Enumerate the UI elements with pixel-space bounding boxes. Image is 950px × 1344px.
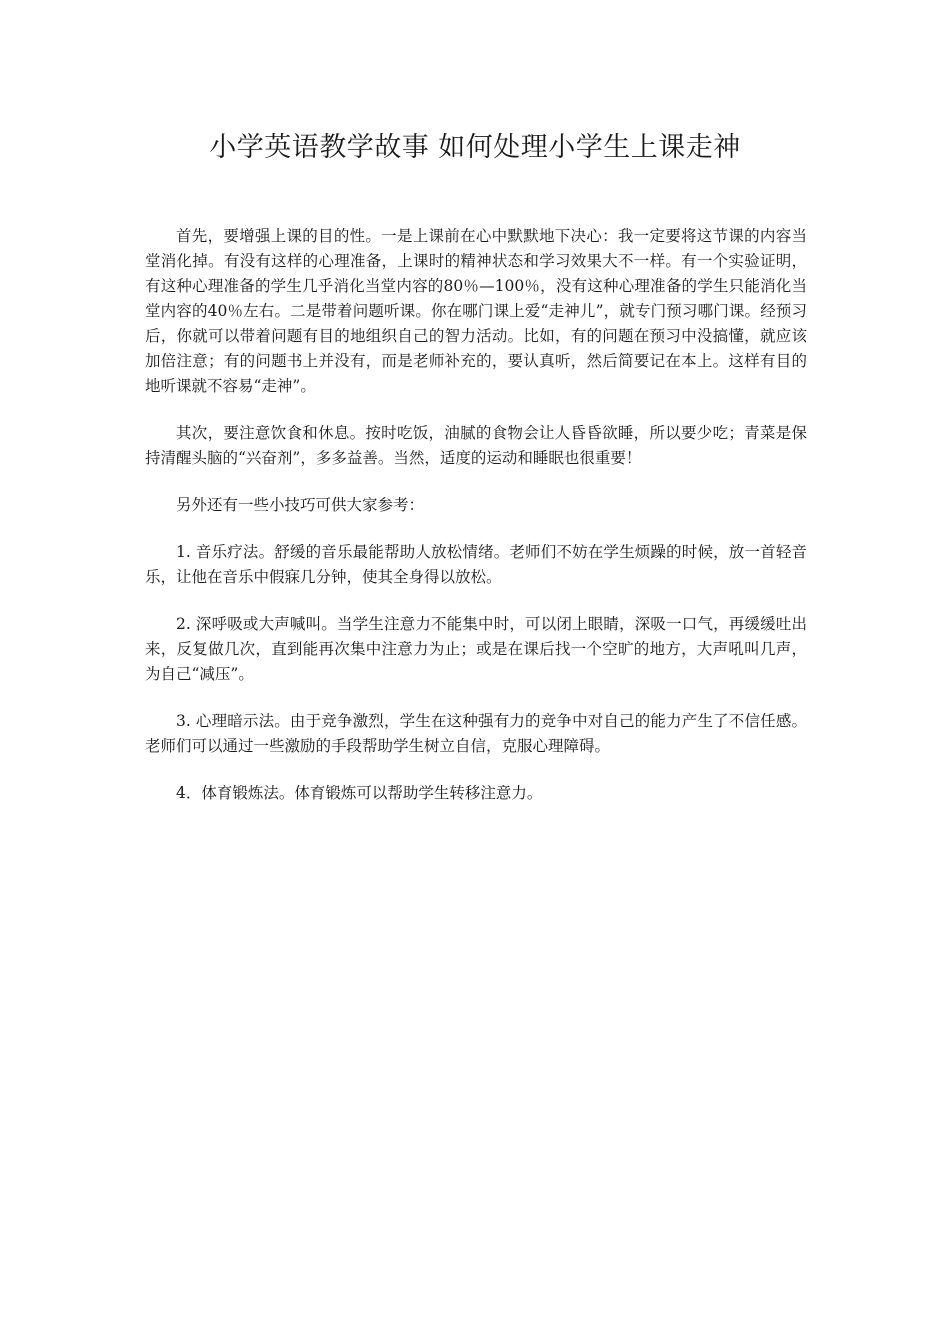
- paragraph-tip-suggestion: 3. 心理暗示法。由于竞争激烈，学生在这种强有力的竞争中对自己的能力产生了不信任感。老师们可以通过一些激励的手段帮助学生树立自信，克服心理障碍。: [145, 712, 807, 755]
- document-title: 小学英语教学故事 如何处理小学生上课走神: [209, 132, 741, 163]
- paragraph-focus-purpose: 首先，要增强上课的目的性。一是上课前在心中默默地下决心：我一定要将这节课的内容当堂消化掉。有没有这样的心理准备，上课时的精神状态和学习效果大不一样。有一个实验证明，有这种心理准备的学生几乎消化当堂内容的80％—100％，没有这种心理准备的学生只能消化当堂内容的40％左右。二是带着问题听课。你在哪门课上爱“走神儿”，就专门预习哪门课。经预习后，你就可以带着问题有目的地组织自己的智力活动。比如，有的问题在预习中没搞懂，就应该加倍注意；有的问题书上并没有，而是老师补充的，要认真听，然后简要记在本上。这样有目的地听课就不容易“走神”。: [145, 227, 807, 395]
- paragraph-tip-music: 1. 音乐疗法。舒缓的音乐最能帮助人放松情绪。老师们不妨在学生烦躁的时候，放一首轻音乐，让他在音乐中假寐几分钟，使其全身得以放松。: [145, 543, 807, 586]
- document-body: [145, 224, 807, 828]
- paragraph-tips-intro: 另外还有一些小技巧可供大家参考：: [176, 496, 425, 514]
- paragraph-diet-rest: 其次，要注意饮食和休息。按时吃饭，油腻的食物会让人昏昏欲睡，所以要少吃；青菜是保持清醒头脑的“兴奋剂”，多多益善。当然，适度的运动和睡眠也很重要！: [145, 424, 807, 467]
- paragraph-tip-breathing: 2. 深呼吸或大声喊叫。当学生注意力不能集中时，可以闭上眼睛，深吸一口气，再缓缓吐出来，反复做几次，直到能再次集中注意力为止；或是在课后找一个空旷的地方，大声吼叫几声，为自己“减压”。: [145, 615, 807, 683]
- paragraph-tip-exercise: 4．体育锻炼法。体育锻炼可以帮助学生转移注意力。: [176, 784, 543, 802]
